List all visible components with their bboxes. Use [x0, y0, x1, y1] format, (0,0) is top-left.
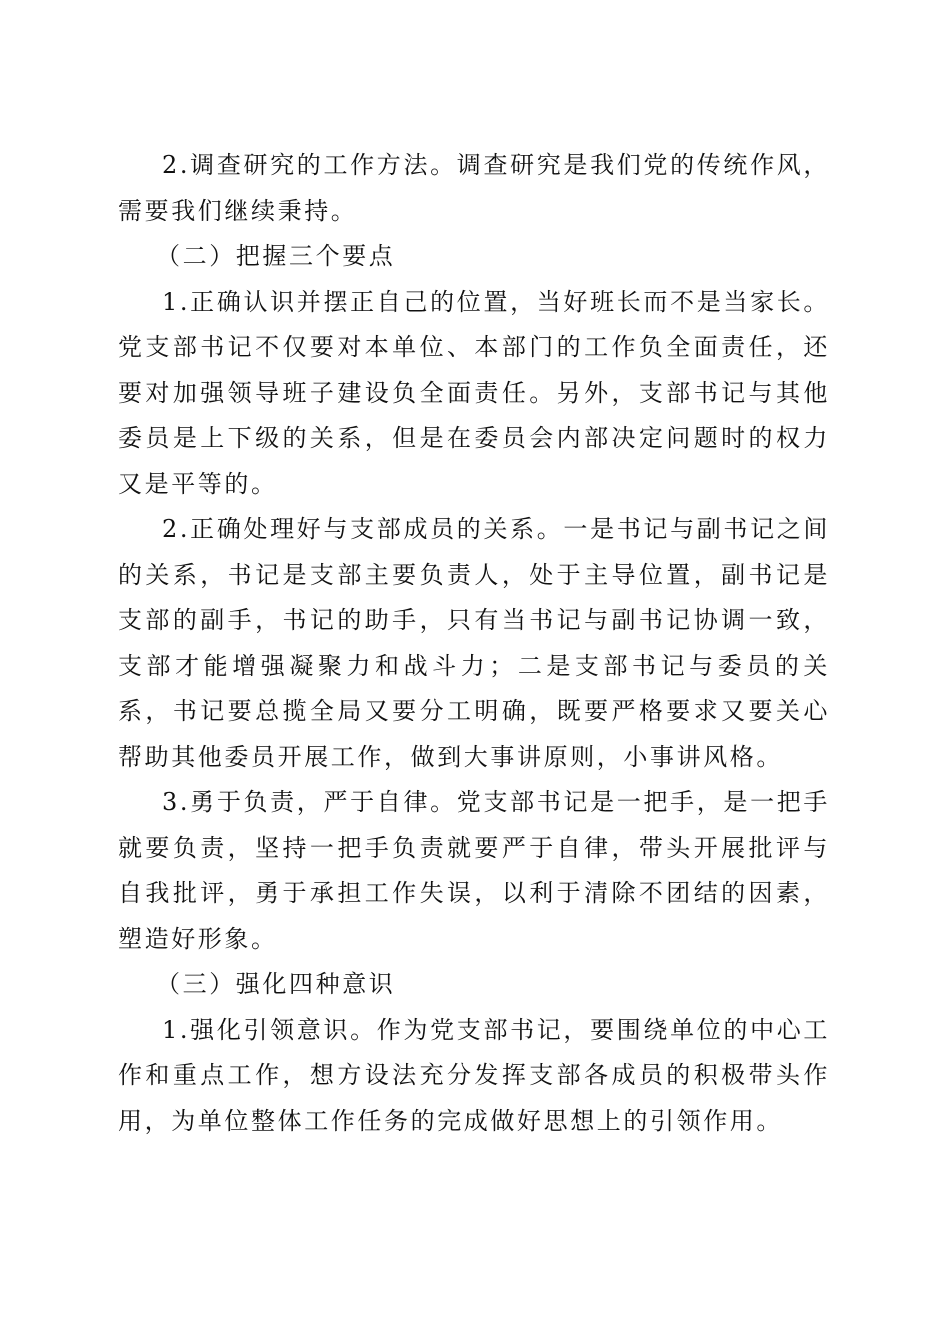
document-body — [118, 143, 830, 1144]
paragraph-research-method: 2.调查研究的工作方法。调查研究是我们党的传统作风，需要我们继续秉持。 — [118, 151, 830, 225]
paragraph-position: 1.正确认识并摆正自己的位置，当好班长而不是当家长。党支部书记不仅要对本单位、本部门的工作负全面责任，还要对加强领导班子建设负全面责任。另外，支部书记与其他委员是上下级的关系，但是在委员会内部决定问题时的权力又是平等的。 — [118, 287, 830, 498]
section-heading-four-awareness: （三）强化四种意识 — [156, 970, 396, 998]
paragraph-responsibility: 3.勇于负责，严于自律。党支部书记是一把手，是一把手就要负责，坚持一把手负责就要严于自律，带头开展批评与自我批评，勇于承担工作失误，以利于清除不团结的因素，塑造好形象。 — [118, 788, 830, 953]
paragraph-leadership-awareness: 1.强化引领意识。作为党支部书记，要围绕单位的中心工作和重点工作，想方设法充分发挥支部各成员的积极带头作用，为单位整体工作任务的完成做好思想上的引领作用。 — [118, 1015, 830, 1135]
paragraph-member-relations: 2.正确处理好与支部成员的关系。一是书记与副书记之间的关系，书记是支部主要负责人，处于主导位置，副书记是支部的副手，书记的助手，只有当书记与副书记协调一致，支部才能增强凝聚力和战斗力；二是支部书记与委员的关系，书记要总揽全局又要分工明确，既要严格要求又要关心帮助其他委员开展工作，做到大事讲原则，小事讲风格。 — [118, 515, 830, 771]
section-heading-three-points: （二）把握三个要点 — [156, 242, 396, 270]
